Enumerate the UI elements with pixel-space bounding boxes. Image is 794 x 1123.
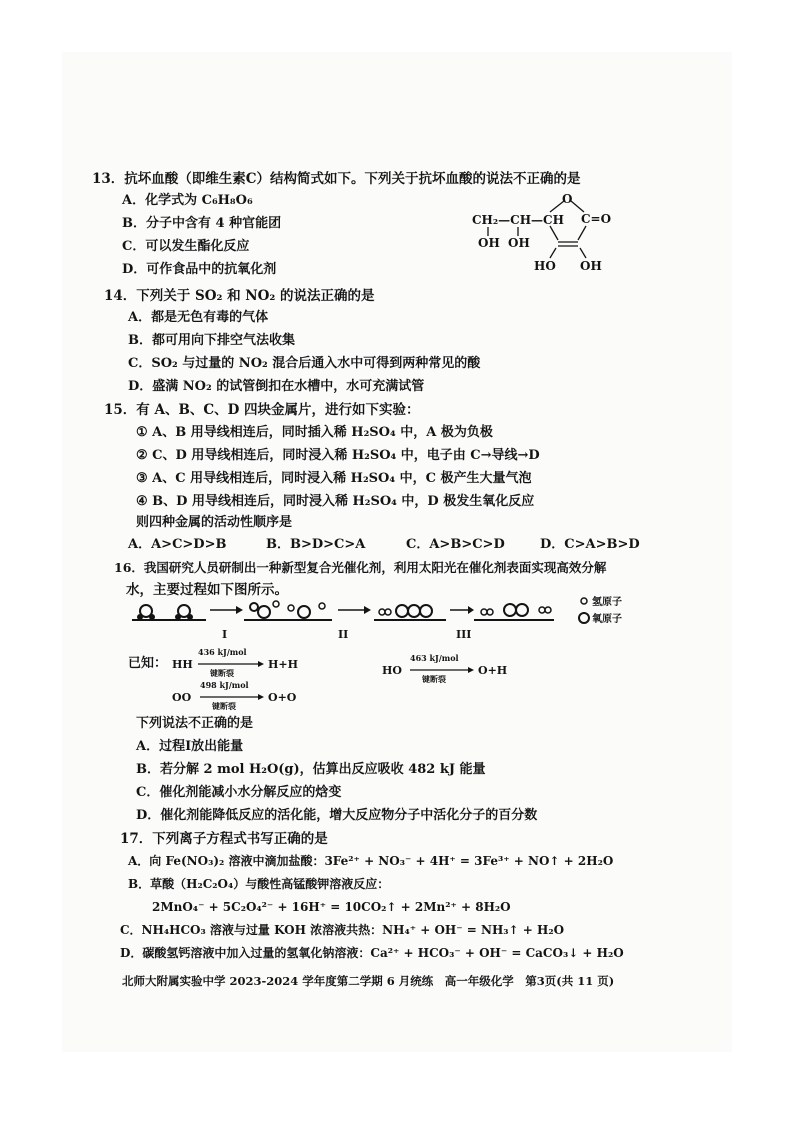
separated-atoms bbox=[250, 601, 325, 618]
q17-option-c: C．NH₄HCO₃ 溶液与过量 KOH 浓溶液共热：NH₄⁺ + OH⁻ = NH₃↑ + H₂O bbox=[120, 923, 565, 937]
stage-label-2: II bbox=[338, 628, 349, 640]
q16-stem-line1: 16．我国研究人员研制出一种新型复合光催化剂，利用太阳光在催化剂表面实现高效分解 bbox=[114, 560, 607, 575]
q13-stem: 13．抗坏血酸（即维生素C）结构简式如下。下列关于抗坏血酸的说法不正确的是 bbox=[92, 171, 581, 187]
q17-option-b-equation: 2MnO₄⁻ + 5C₂O₄²⁻ + 16H⁺ = 10CO₂↑ + 2Mn²⁺ + 8H₂O bbox=[152, 900, 511, 914]
structure-oh-2: OH bbox=[508, 236, 530, 250]
page-footer: 北师大附属实验中学 2023-2024 学年度第二学期 6 月统练 高一年级化学 第3页(共 11 页) bbox=[122, 974, 615, 988]
q17-option-a: A．向 Fe(NO₃)₂ 溶液中滴加盐酸：3Fe²⁺ + NO₃⁻ + 4H⁺ = 3Fe³⁺ + NO↑ + 2H₂O bbox=[128, 854, 614, 868]
q15-option-b: B．B>D>C>A bbox=[266, 537, 366, 552]
structure-carbonyl: C=O bbox=[581, 212, 612, 226]
hh-energy-value: 436 kJ/mol bbox=[198, 647, 247, 657]
q15-option-a: A．A>C>D>B bbox=[128, 537, 227, 552]
oo-atoms: O+O bbox=[268, 691, 297, 704]
ho-molecule: HO bbox=[382, 664, 402, 677]
hh-molecule: HH bbox=[172, 658, 193, 671]
hh-bond-break: 键断裂 bbox=[210, 668, 234, 678]
q14-option-c: C．SO₂ 与过量的 NO₂ 混合后通入水中可得到两种常见的酸 bbox=[128, 356, 481, 371]
hh-atoms: H+H bbox=[268, 658, 299, 671]
ho-energy-value: 463 kJ/mol bbox=[410, 653, 459, 663]
bond-energy-hh bbox=[170, 645, 320, 679]
q17-option-d: D．碳酸氢钙溶液中加入过量的氢氧化钠溶液：Ca²⁺ + HCO₃⁻ + OH⁻ = CaCO₃↓ + H₂O bbox=[120, 946, 624, 960]
legend-hydrogen-label: 氢原子 bbox=[592, 597, 622, 608]
q15-item-4: ④ B、D 用导线相连后，同时浸入稀 H₂SO₄ 中，D 极发生氧化反应 bbox=[136, 494, 535, 509]
forming-molecules bbox=[379, 605, 432, 617]
stage-label-3: III bbox=[456, 628, 472, 640]
q13-option-d: D．可作食品中的抗氧化剂 bbox=[122, 262, 277, 277]
structure-chain: CH₂—CH—CH bbox=[472, 213, 564, 227]
q15-item-3: ③ A、C 用导线相连后，同时浸入稀 H₂SO₄ 中，C 极产生大量气泡 bbox=[136, 471, 532, 486]
water-molecule-1 bbox=[137, 605, 155, 620]
q15-conclusion: 则四种金属的活动性顺序是 bbox=[136, 515, 293, 530]
q16-option-d: D．催化剂能降低反应的活化能，增大反应物分子中活化分子的百分数 bbox=[136, 808, 538, 823]
ho-bond-break: 键断裂 bbox=[422, 674, 446, 684]
oo-energy-value: 498 kJ/mol bbox=[200, 680, 249, 690]
oo-bond-break: 键断裂 bbox=[212, 701, 236, 711]
legend-oxygen-icon bbox=[579, 613, 589, 623]
q14-option-b: B．都可用向下排空气法收集 bbox=[128, 333, 295, 348]
bond-energy-oo bbox=[170, 678, 320, 712]
q13-option-b: B．分子中含有 4 种官能团 bbox=[122, 216, 282, 231]
q17-stem: 17．下列离子方程式书写正确的是 bbox=[120, 831, 328, 847]
q15-option-d: D．C>A>B>D bbox=[540, 537, 640, 552]
q17-option-b: B．草酸（H₂C₂O₄）与酸性高锰酸钾溶液反应： bbox=[128, 877, 390, 891]
structure-ring-oxygen: O bbox=[562, 192, 573, 206]
water-splitting-diagram bbox=[126, 592, 648, 640]
q15-item-2: ② C、D 用导线相连后，同时浸入稀 H₂SO₄ 中，电子由 C→导线→D bbox=[136, 448, 540, 463]
known-label: 已知： bbox=[128, 656, 168, 671]
structure-oh-4: OH bbox=[580, 259, 602, 273]
q13-option-a: A．化学式为 C₆H₈O₆ bbox=[122, 193, 253, 208]
q15-stem: 15．有 A、B、C、D 四块金属片，进行如下实验： bbox=[104, 402, 420, 418]
ascorbic-acid-structure bbox=[468, 190, 628, 274]
ho-atoms: O+H bbox=[478, 664, 508, 677]
water-molecule-2 bbox=[175, 605, 193, 620]
stage-label-1: I bbox=[222, 628, 228, 640]
q16-option-c: C．催化剂能减小水分解反应的焓变 bbox=[136, 785, 342, 800]
bond-energy-ho bbox=[380, 651, 530, 685]
q16-option-b: B．若分解 2 mol H₂O(g)，估算出反应吸收 482 kJ 能量 bbox=[136, 762, 486, 777]
q14-option-d: D．盛满 NO₂ 的试管倒扣在水槽中，水可充满试管 bbox=[128, 379, 425, 394]
legend-hydrogen-icon bbox=[581, 598, 587, 604]
q16-stem-line2: 水，主要过程如下图所示。 bbox=[126, 582, 288, 598]
q16-prompt: 下列说法不正确的是 bbox=[136, 716, 254, 731]
structure-oh-1: OH bbox=[478, 236, 500, 250]
q13-option-c: C．可以发生酯化反应 bbox=[122, 239, 250, 254]
q14-stem: 14．下列关于 SO₂ 和 NO₂ 的说法正确的是 bbox=[104, 288, 375, 304]
oo-molecule: OO bbox=[172, 691, 192, 704]
structure-oh-3: HO bbox=[534, 259, 556, 273]
q15-option-c: C．A>B>C>D bbox=[406, 537, 505, 552]
product-molecules bbox=[481, 604, 551, 616]
q15-item-1: ① A、B 用导线相连后，同时插入稀 H₂SO₄ 中，A 极为负极 bbox=[136, 425, 493, 440]
q14-option-a: A．都是无色有毒的气体 bbox=[128, 310, 269, 325]
legend-oxygen-label: 氧原子 bbox=[592, 614, 622, 625]
q16-option-a: A．过程Ⅰ放出能量 bbox=[136, 739, 244, 754]
